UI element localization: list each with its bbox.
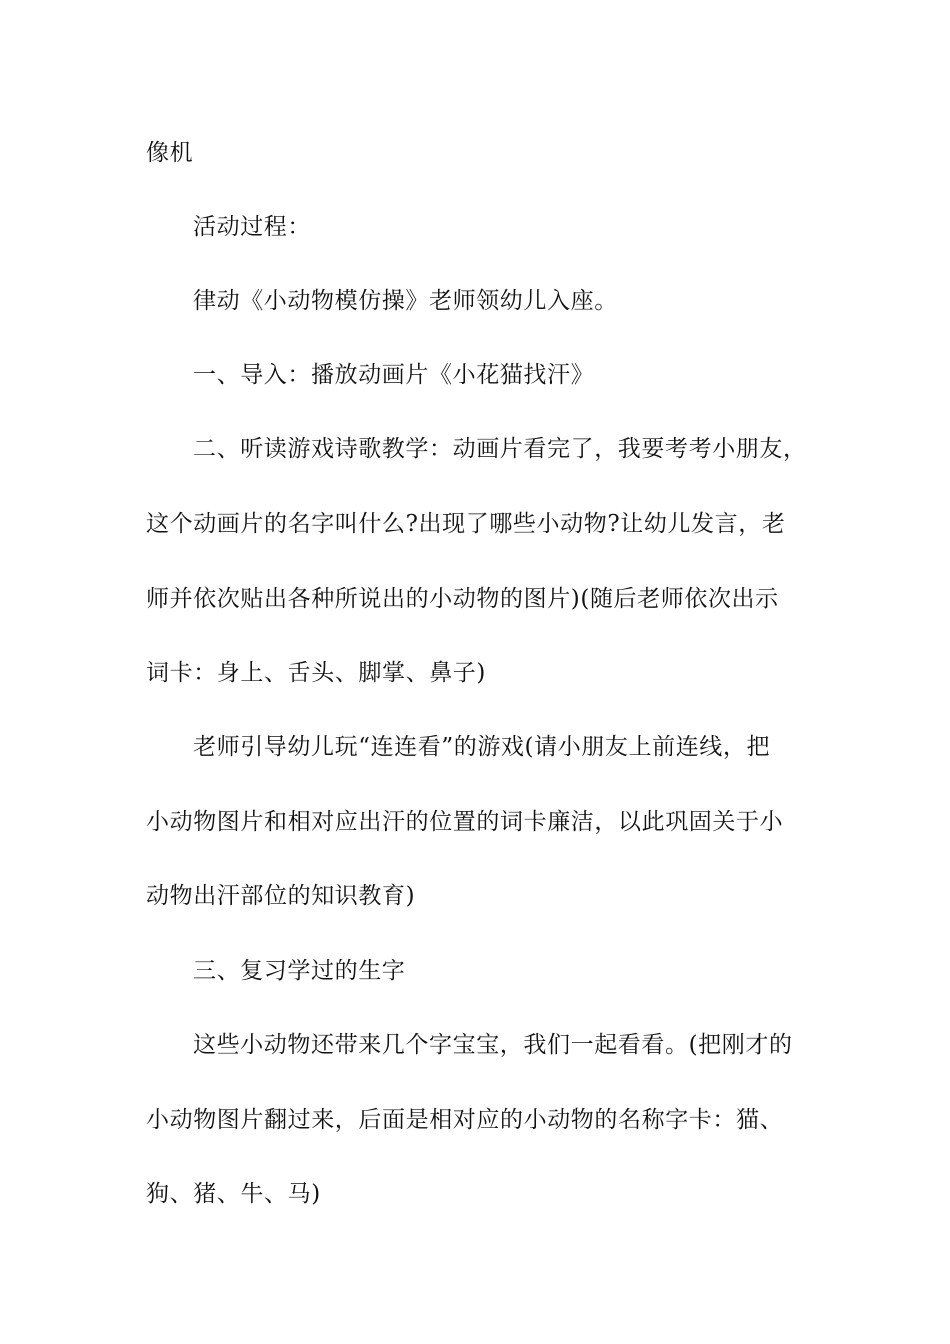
- paragraph-rhythm: 律动《小动物模仿操》老师领幼儿入座。: [193, 288, 618, 314]
- paragraph-word-cards-line-2: 小动物图片翻过来，后面是相对应的小动物的名称字卡：猫、: [146, 1107, 784, 1133]
- paragraph-poem-teaching-line-4: 词卡：身上、舌头、脚掌、鼻子): [146, 660, 486, 686]
- section-heading-review: 三、复习学过的生字: [193, 958, 406, 984]
- paragraph-matching-game-line-3: 动物出汗部位的知识教育): [146, 883, 416, 909]
- paragraph-poem-teaching-line-1: 二、听读游戏诗歌教学：动画片看完了，我要考考小朋友，: [193, 436, 807, 462]
- paragraph-poem-teaching-line-2: 这个动画片的名字叫什么?出现了哪些小动物?让幼儿发言，老: [146, 511, 786, 537]
- section-heading-intro: 一、导入：播放动画片《小花猫找汗》: [193, 362, 595, 388]
- paragraph-poem-teaching-line-3: 师并依次贴出各种所说出的小动物的图片)(随后老师依次出示: [146, 586, 779, 612]
- section-heading-activity-process: 活动过程：: [193, 214, 311, 240]
- paragraph-matching-game-line-2: 小动物图片和相对应出汗的位置的词卡廉洁，以此巩固关于小: [146, 809, 784, 835]
- paragraph-word-cards-line-1: 这些小动物还带来几个字宝宝，我们一起看看。(把刚才的: [193, 1032, 793, 1058]
- paragraph-matching-game-line-1: 老师引导幼儿玩“连连看”的游戏(请小朋友上前连线，把: [193, 734, 771, 760]
- text-line-continuation: 像机: [146, 140, 194, 166]
- paragraph-word-cards-line-3: 狗、猪、牛、马): [146, 1181, 321, 1207]
